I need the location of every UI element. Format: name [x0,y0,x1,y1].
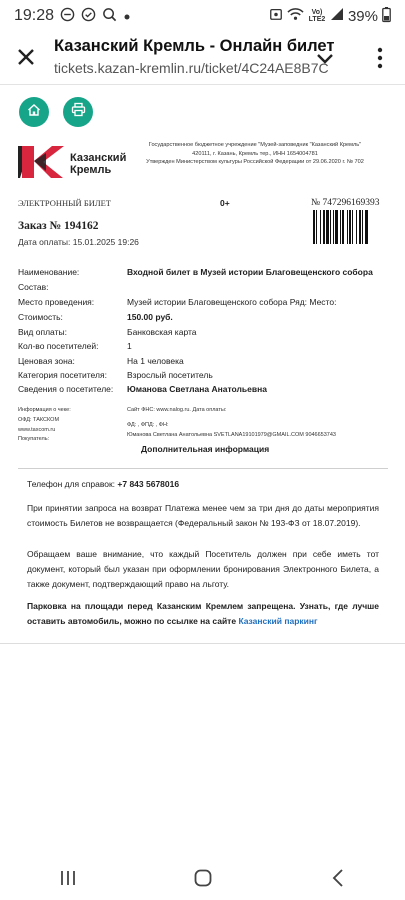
ticket-type: ЭЛЕКТРОННЫЙ БИЛЕТ [18,198,111,208]
system-nav-bar [0,855,405,900]
barcode-bar [356,210,357,244]
phone-line [27,477,379,492]
org-line2: 420111, г. Казань, Кремль тер., ИНН 1654004781 [192,150,318,157]
chevron-down-icon[interactable] [313,46,337,70]
barcode-bar [365,210,368,244]
parking-notice [27,599,379,629]
detail-label: Наименование: [18,267,80,277]
page-title: Казанский Кремль - Онлайн билет [54,37,335,55]
check-circle-icon [81,7,96,26]
barcode-bar [349,210,351,244]
ticket-page [0,84,405,644]
barcode-bar [340,210,341,244]
phone-number[interactable]: +7 843 5678016 [117,479,180,489]
url-text[interactable]: tickets.kazan-kremlin.ru/ticket/4C24AE8B7C [54,60,329,76]
wifi-icon [287,7,304,25]
detail-value: Взрослый посетитель [127,370,213,380]
logo-text [70,152,126,176]
recent-apps-icon[interactable] [56,866,80,890]
organization-info [120,141,390,167]
home-icon [27,103,41,122]
detail-label: Сведения о посетителе: [18,384,114,394]
buyer-info: Юманова Светлана Анатольевна SVETLANA19101979@GMAIL.COM 9046653743 [127,432,336,438]
barcode-bar [347,210,348,244]
fns-site: Сайт ФНС: www.nalog.ru. Дата оплаты: [127,407,227,413]
ticket-number: № 747296169393 [311,198,380,208]
payment-date: Дата оплаты: 15.01.2025 19:26 [18,237,139,247]
barcode-bar [335,210,338,244]
detail-label: Место проведения: [18,297,95,307]
detail-value: Юманова Светлана Анатольевна [127,384,267,394]
detail-label: Стоимость: [18,312,63,322]
detail-label: Кол-во посетителей: [18,341,99,351]
barcode-bar [352,210,353,244]
volte-indicator: Vo) LTE2 [308,9,326,23]
battery-level: 39% [347,7,378,25]
detail-value: Входной билет в Музей истории Благовещенского собора [127,267,373,277]
battery-icon [382,7,391,26]
ofd-site: www.taxcom.ru [18,427,56,433]
org-line1: Государственное бюджетное учреждение "Музей-заповедник "Казанский Кремль" [148,142,362,148]
refund-notice: При принятии запроса на возврат Платежа менее чем за три дня до даты мероприятия стоимость Билетов не возвращается (Федеральный закон № 193-ФЗ от 18.07.2019). [27,503,379,528]
print-icon [71,102,86,122]
org-line3: Утвержден Министерством культуры Российской Федерации от 29.06.2020 г. № 702 [146,159,364,165]
signal-icon [330,7,344,25]
barcode-bar [313,210,315,244]
logo-line2: Кремль [70,164,112,176]
barcode [313,210,383,244]
divider [18,468,388,469]
status-bar [0,0,405,32]
detail-value: 1 [127,341,132,351]
more-vert-icon[interactable] [370,44,390,72]
back-icon[interactable] [326,866,350,890]
print-button[interactable] [63,97,93,127]
barcode-bar [326,210,329,244]
detail-label: Вид оплаты: [18,327,67,337]
dnd-icon [60,7,75,26]
detail-label: Категория посетителя: [18,370,107,380]
home-nav-icon[interactable] [191,866,215,890]
detail-label: Ценовая зона: [18,356,75,366]
parking-link[interactable]: Казанский паркинг [238,616,318,626]
check-info-label: Информация о чеке: [18,407,71,413]
fiscal-info: ФД: , ФПД: , ФН: [127,422,169,428]
browser-toolbar [0,32,405,84]
close-icon[interactable] [13,44,39,70]
barcode-bar [320,210,321,244]
home-button[interactable] [19,97,49,127]
order-number: Заказ № 194162 [18,220,99,232]
dot-icon [123,8,131,25]
ofd-label: ОФД: ТАКСКОМ [18,417,60,423]
detail-label: Состав: [18,282,49,292]
detail-value: 150.00 руб. [127,312,173,322]
additional-info-heading: Дополнительная информация [141,444,270,454]
detail-value: Банковская карта [127,327,197,337]
barcode-bar [330,210,331,244]
barcode-bar [323,210,325,244]
parking-text: Парковка на площади перед Казанским Кремлем запрещена. Узнать, где лучше оставить автомобиль, можно по ссылке на сайте [27,601,379,626]
detail-value: Музей истории Благовещенского собора Ряд: Место: [127,297,337,307]
logo-line1: Казанский [70,152,127,164]
status-time: 19:28 [14,7,55,24]
alarm-icon [269,7,283,25]
id-notice: Обращаем ваше внимание, что каждый Посетитель должен при себе иметь тот документ, который был указан при оформлении бронирования Электронного Билета, а также документ, подтверждающий право на льготу. [27,549,379,589]
phone-label: Телефон для справок: [27,479,118,489]
barcode-bar [362,210,363,244]
buyer-label: Покупатель: [18,436,50,442]
search-status-icon [102,7,117,26]
barcode-bar [333,210,334,244]
barcode-bar [359,210,361,244]
detail-value: На 1 человека [127,356,184,366]
barcode-bar [342,210,344,244]
age-rating: 0+ [220,198,230,208]
kazan-kremlin-logo [18,144,64,180]
barcode-bar [316,210,317,244]
